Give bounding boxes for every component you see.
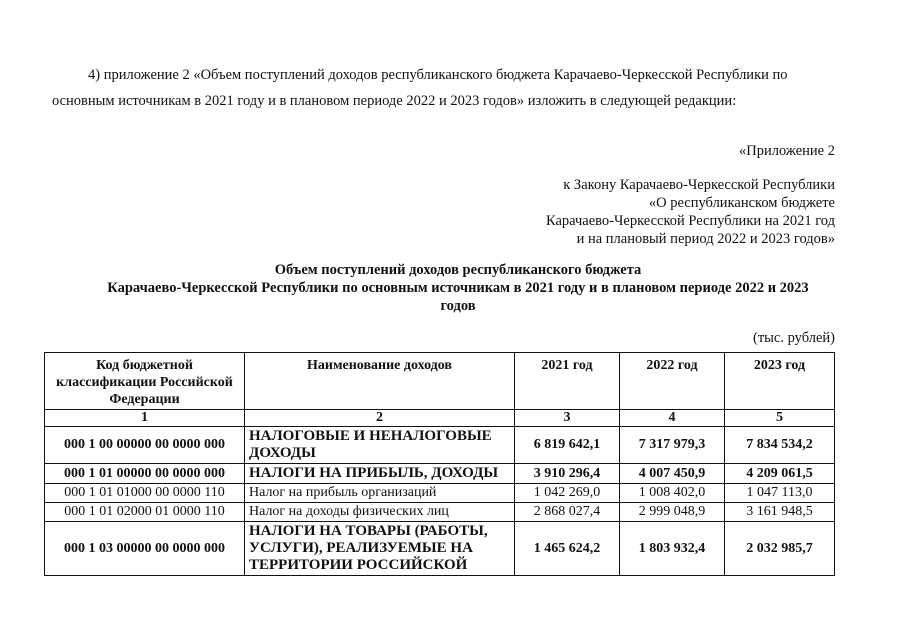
row-2022: 1 008 402,0 [620, 484, 725, 503]
header-code: Код бюджетной классификации Российской Федерации [45, 353, 245, 410]
row-name: Налог на доходы физических лиц [245, 503, 515, 522]
header-name: Наименование доходов [245, 353, 515, 410]
row-2023: 7 834 534,2 [725, 427, 835, 464]
row-code: 000 1 01 01000 00 0000 110 [45, 484, 245, 503]
document-title [68, 261, 848, 315]
intro-number: 4) [88, 67, 101, 83]
row-code: 000 1 03 00000 00 0000 000 [45, 522, 245, 576]
title-line-1: Объем поступлений доходов республиканского бюджета [274, 262, 642, 278]
row-name: НАЛОГОВЫЕ И НЕНАЛОГОВЫЕ ДОХОДЫ [245, 427, 515, 464]
intro-text: приложение 2 «Объем поступлений доходов республиканского бюджета Карачаево-Черкесской Республики по основным источникам в 2021 году и в плановом периоде 2022 и 2023 годов» изложить в следующей редакции: [52, 67, 788, 109]
row-code: 000 1 01 00000 00 0000 000 [45, 464, 245, 484]
header-2021: 2021 год [515, 353, 620, 410]
col-number: 3 [515, 410, 620, 427]
row-name: НАЛОГИ НА ТОВАРЫ (РАБОТЫ, УСЛУГИ), РЕАЛИЗУЕМЫЕ НА ТЕРРИТОРИИ РОССИЙСКОЙ [245, 522, 515, 576]
table-row [45, 464, 835, 484]
appendix-title: «Приложение 2 [739, 143, 835, 159]
col-number: 2 [245, 410, 515, 427]
row-2021: 1 465 624,2 [515, 522, 620, 576]
table-header-row [45, 353, 835, 410]
column-number-row [45, 410, 835, 427]
title-line-2: Карачаево-Черкесской Республики по основным источникам в 2021 году и в плановом периоде 2022 и 2023 [107, 280, 809, 296]
units-label: (тыс. рублей) [753, 330, 835, 346]
header-2023: 2023 год [725, 353, 835, 410]
law-ref-line: и на плановый период 2022 и 2023 годов» [576, 231, 835, 247]
col-number: 4 [620, 410, 725, 427]
table-row [45, 522, 835, 576]
law-ref-line: к Закону Карачаево-Черкесской Республики [563, 177, 835, 193]
row-2023: 2 032 985,7 [725, 522, 835, 576]
row-code: 000 1 00 00000 00 0000 000 [45, 427, 245, 464]
revenue-table [44, 352, 835, 576]
law-ref-line: «О республиканском бюджете [648, 195, 835, 211]
col-number: 5 [725, 410, 835, 427]
row-2021: 1 042 269,0 [515, 484, 620, 503]
row-2021: 2 868 027,4 [515, 503, 620, 522]
row-2021: 3 910 296,4 [515, 464, 620, 484]
header-2022: 2022 год [620, 353, 725, 410]
row-name: НАЛОГИ НА ПРИБЫЛЬ, ДОХОДЫ [245, 464, 515, 484]
law-reference [546, 176, 835, 248]
table-row [45, 484, 835, 503]
row-2023: 4 209 061,5 [725, 464, 835, 484]
row-name: Налог на прибыль организаций [245, 484, 515, 503]
row-2022: 7 317 979,3 [620, 427, 725, 464]
row-2022: 4 007 450,9 [620, 464, 725, 484]
table-row [45, 427, 835, 464]
col-number: 1 [45, 410, 245, 427]
row-2023: 1 047 113,0 [725, 484, 835, 503]
row-2021: 6 819 642,1 [515, 427, 620, 464]
table-row [45, 503, 835, 522]
law-ref-line: Карачаево-Черкесской Республики на 2021 год [545, 213, 835, 229]
row-code: 000 1 01 02000 01 0000 110 [45, 503, 245, 522]
intro-paragraph [52, 62, 842, 114]
row-2022: 1 803 932,4 [620, 522, 725, 576]
row-2022: 2 999 048,9 [620, 503, 725, 522]
title-line-3: годов [440, 298, 476, 314]
row-2023: 3 161 948,5 [725, 503, 835, 522]
